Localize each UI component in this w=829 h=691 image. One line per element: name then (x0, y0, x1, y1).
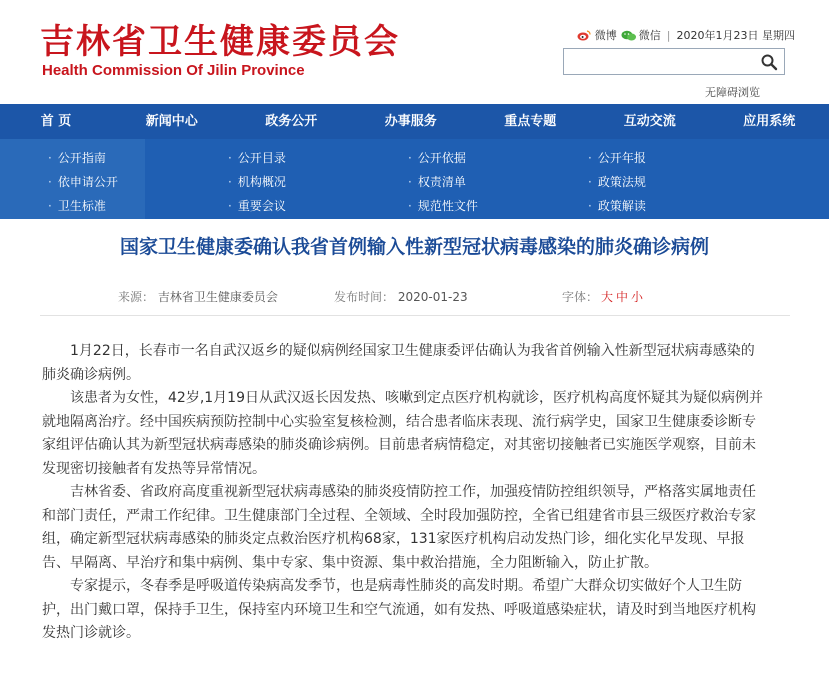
sub-item-annual-report[interactable]: · 公开年报 (588, 150, 646, 166)
sub-item-policies[interactable]: · 政策法规 (588, 174, 646, 190)
sub-item-responsibility-list[interactable]: · 权责清单 (408, 174, 466, 190)
article-paragraph: 1月22日，长春市一名自武汉返乡的疑似病例经国家卫生健康委评估确认为我省首例输入性新型冠状病毒感染的肺炎确诊病例。 (42, 343, 755, 383)
current-date: 2020年1月23日 星期四 (676, 29, 795, 42)
sub-item-catalog[interactable]: · 公开目录 (228, 150, 286, 166)
font-size-switcher (562, 288, 643, 305)
nav-item-topics[interactable]: 重点专题 (504, 114, 557, 129)
sub-item-basis[interactable]: · 公开依据 (408, 150, 466, 166)
site-header (0, 0, 829, 104)
sub-item-interpretation[interactable]: · 政策解读 (588, 198, 646, 214)
sub-item-meetings[interactable]: · 重要会议 (228, 198, 286, 214)
sub-item-standards[interactable]: · 卫生标准 (48, 198, 106, 214)
nav-item-applications[interactable]: 应用系统 (743, 114, 796, 129)
search-icon[interactable] (760, 53, 778, 71)
nav-item-news[interactable]: 新闻中心 (145, 114, 198, 129)
date-value: 2020-01-23 (397, 290, 468, 304)
nav-item-government-affairs[interactable]: 政务公开 (265, 114, 318, 129)
site-logo-english[interactable]: Health Commission Of Jilin Province (42, 62, 305, 79)
sub-item-overview[interactable]: · 机构概况 (228, 174, 286, 190)
sub-nav (0, 139, 829, 219)
source-value: 吉林省卫生健康委员会 (157, 290, 278, 304)
accessible-browse-link[interactable]: 无障碍浏览 (705, 86, 760, 99)
weixin-icon[interactable] (621, 30, 635, 41)
site-logo-chinese[interactable]: 吉林省卫生健康委员会 (40, 22, 400, 62)
weibo-link[interactable]: 微博 (594, 29, 617, 42)
nav-item-interaction[interactable]: 互动交流 (623, 114, 676, 129)
meta-divider (40, 315, 790, 316)
search-input[interactable] (564, 49, 754, 74)
main-nav (0, 104, 829, 139)
nav-item-services[interactable]: 办事服务 (384, 114, 437, 129)
article-title: 国家卫生健康委确认我省首例输入性新型冠状病毒感染的肺炎确诊病例 (119, 236, 709, 258)
date-label: 发布时间： (334, 290, 395, 304)
nav-item-home[interactable]: 首 页 (40, 114, 72, 129)
font-medium-button[interactable]: 中 (616, 290, 629, 304)
article-paragraph: 该患者为女性，42岁,1月19日从武汉返长因发热、咳嗽到定点医疗机构就诊，医疗机构高度怀疑其为疑似病例并就地隔离治疗。经中国疾病预防控制中心实验室复核检测，结合患者临床表现、流行病学史，国家卫生健康委诊断专家组评估确认其为新型冠状病毒感染的肺炎确诊病例。目前患者病情稳定，对其密切接触者已实施医学观察，目前未发现密切接触者有发热等异常情况。 (42, 390, 763, 477)
sub-item-guide[interactable]: · 公开指南 (48, 150, 106, 166)
article-source (118, 288, 278, 305)
sub-item-normative-docs[interactable]: · 规范性文件 (408, 198, 478, 214)
sub-item-request[interactable]: · 依申请公开 (48, 174, 118, 190)
weibo-icon[interactable] (577, 30, 591, 41)
article-body (42, 340, 764, 646)
article-date (334, 288, 468, 305)
article-paragraph: 专家提示，冬春季是呼吸道传染病高发季节，也是病毒性肺炎的高发时期。希望广大群众切实做好个人卫生防护，出门戴口罩，保持手卫生，保持室内环境卫生和空气流通，如有发热、呼吸道感染症状，请及时到当地医疗机构发热门诊就诊。 (42, 578, 756, 641)
top-utility-bar (577, 27, 795, 43)
font-large-button[interactable]: 大 (601, 290, 614, 304)
source-label: 来源： (118, 290, 155, 304)
weixin-link[interactable]: 微信 (638, 29, 661, 42)
separator: | (666, 28, 671, 42)
font-small-button[interactable]: 小 (631, 290, 644, 304)
article-paragraph: 吉林省委、省政府高度重视新型冠状病毒感染的肺炎疫情防控工作，加强疫情防控组织领导，严格落实属地责任和部门责任，严肃工作纪律。卫生健康部门全过程、全领域、全时段加强防控，全省已组建省市县三级医疗救治专家组，确定新型冠状病毒感染的肺炎定点救治医疗机构68家，131家医疗机构启动发热门诊，细化实化早发现、早报告、早隔离、早治疗和集中病例、集中专家、集中资源、集中救治措施，全力阻断输入，防止扩散。 (42, 484, 756, 571)
search-box (563, 48, 785, 75)
font-label: 字体： (562, 290, 599, 304)
